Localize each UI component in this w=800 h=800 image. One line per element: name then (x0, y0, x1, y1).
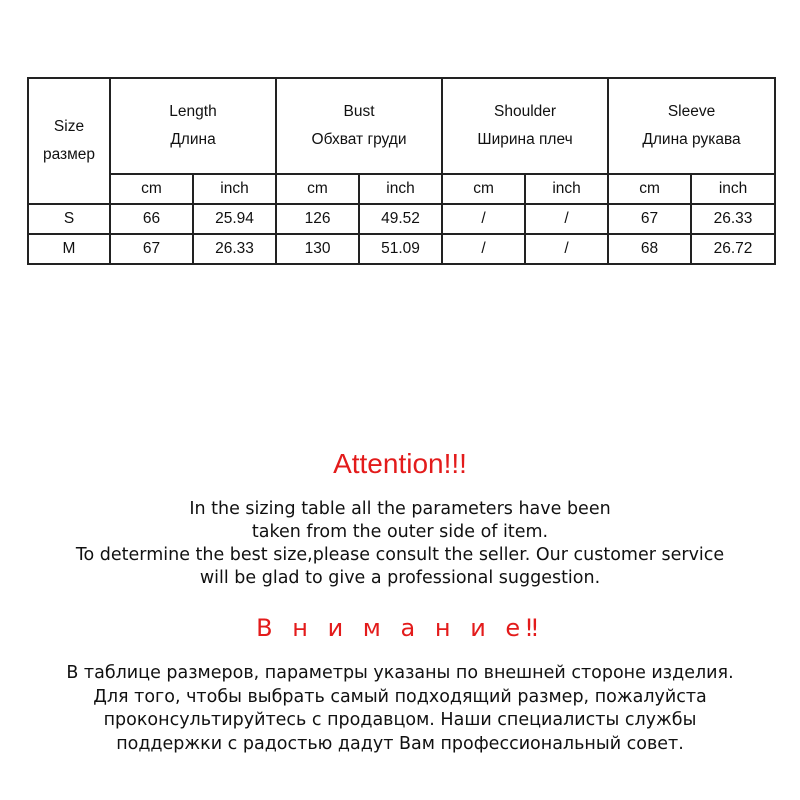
notice-line: поддержки с радостью дадут Вам профессиональный совет. (116, 733, 684, 754)
size-cell: S (28, 204, 110, 234)
bust-header-ru: Обхват груди (311, 131, 407, 148)
english-notice (0, 498, 800, 590)
notice-line: Для того, чтобы выбрать самый подходящий размер, пожалуйста (93, 686, 707, 707)
length-header-ru: Длина (170, 131, 216, 148)
value-cell: 26.33 (691, 204, 775, 234)
shoulder-header-ru: Ширина плеч (477, 131, 573, 148)
units-row (28, 174, 775, 204)
length-header-cell (110, 78, 276, 174)
bust-header-en: Bust (343, 103, 375, 120)
value-cell: / (442, 234, 525, 264)
value-cell: 25.94 (193, 204, 276, 234)
unit-cell: cm (276, 174, 359, 204)
value-cell: 66 (110, 204, 193, 234)
size-header-en: Size (53, 118, 85, 135)
notice-line: проконсультируйтесь с продавцом. Наши специалисты службы (103, 710, 697, 730)
bust-header-cell (276, 78, 442, 174)
notice-line: To determine the best size,please consult the seller. Our customer service (75, 545, 725, 565)
unit-cell: inch (525, 174, 608, 204)
unit-cell: cm (442, 174, 525, 204)
value-cell: 126 (276, 204, 359, 234)
table-header-row (28, 78, 775, 174)
sleeve-header-cell (608, 78, 775, 174)
value-cell: / (442, 204, 525, 234)
russian-attention-heading: В н и м а н и е‼ (256, 614, 544, 642)
russian-notice (0, 662, 800, 756)
notice-line: In the sizing table all the parameters have been (189, 499, 611, 519)
table-row (28, 234, 775, 264)
table-row (28, 204, 775, 234)
sleeve-header-en: Sleeve (667, 103, 716, 120)
length-header-en: Length (169, 103, 217, 120)
value-cell: 51.09 (359, 234, 442, 264)
value-cell: / (525, 204, 608, 234)
shoulder-header-cell (442, 78, 608, 174)
sleeve-header-ru: Длина рукава (642, 131, 741, 148)
value-cell: / (525, 234, 608, 264)
unit-cell: inch (691, 174, 775, 204)
value-cell: 130 (276, 234, 359, 264)
unit-cell: inch (193, 174, 276, 204)
value-cell: 68 (608, 234, 691, 264)
size-cell: M (28, 234, 110, 264)
unit-cell: cm (110, 174, 193, 204)
unit-cell: inch (359, 174, 442, 204)
value-cell: 26.72 (691, 234, 775, 264)
value-cell: 67 (110, 234, 193, 264)
size-header-cell (28, 78, 110, 204)
notice-line: В таблице размеров, параметры указаны по внешней стороне изделия. (66, 663, 734, 683)
size-table (27, 77, 776, 265)
value-cell: 49.52 (359, 204, 442, 234)
notice-line: will be glad to give a professional suggestion. (199, 568, 601, 588)
shoulder-header-en: Shoulder (494, 103, 557, 120)
size-header-ru: размер (42, 146, 96, 163)
value-cell: 26.33 (193, 234, 276, 264)
notice-line: taken from the outer side of item. (251, 522, 549, 542)
value-cell: 67 (608, 204, 691, 234)
attention-heading: Attention!!! (333, 448, 467, 479)
unit-cell: cm (608, 174, 691, 204)
